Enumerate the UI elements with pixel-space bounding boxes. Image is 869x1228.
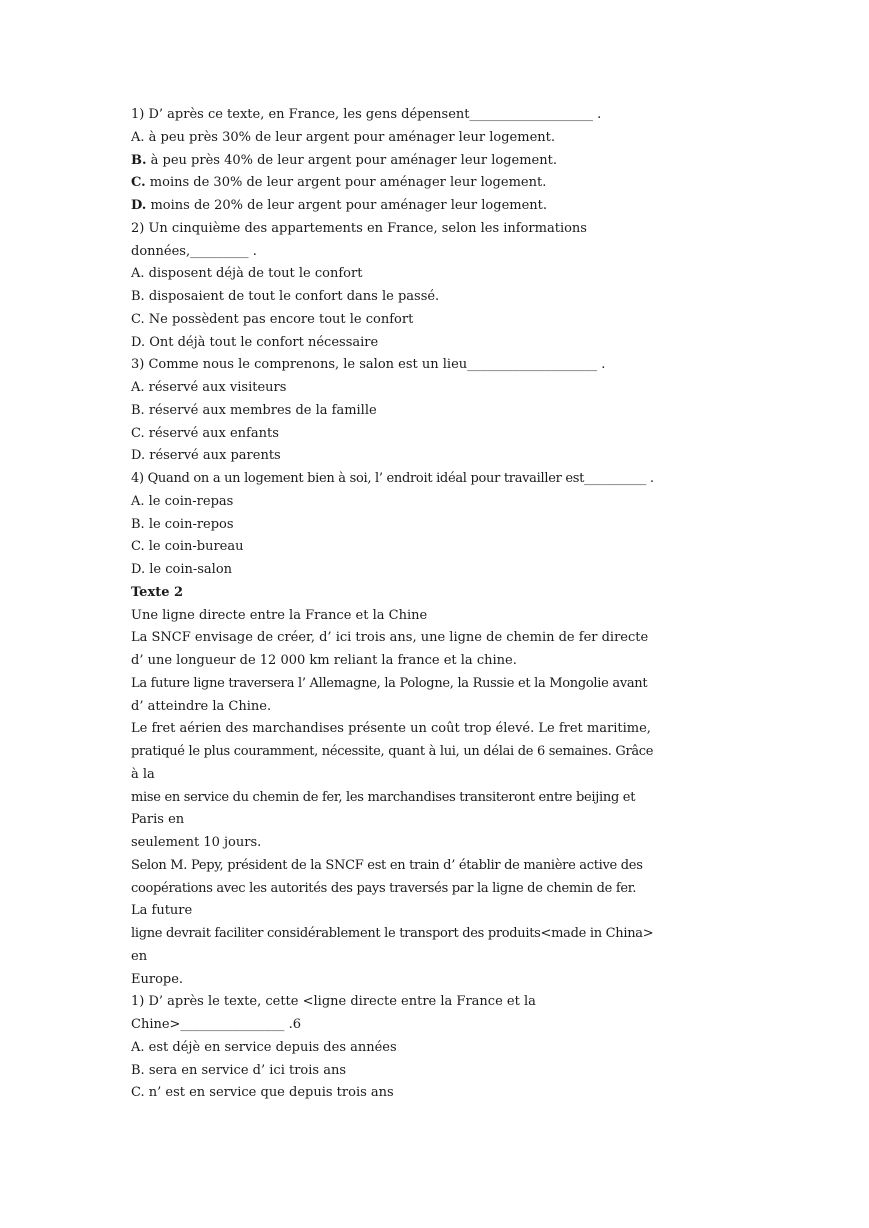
article-line: d’ atteindre la Chine. [131, 698, 272, 714]
article-line: La future ligne traversera l’ Allemagne, la Pologne, la Russie et la Mongolie avant [131, 675, 648, 691]
article-line: en [131, 948, 148, 964]
option-letter: D. [131, 198, 147, 213]
question-1-prompt: 1) D’ après ce texte, en France, les gens dépensent___________________ . [131, 107, 602, 122]
option-text: à peu près 40% de leur argent pour aménager leur logement. [146, 152, 557, 168]
question-2-prompt: 2) Un cinquième des appartements en France, selon les informations [131, 220, 587, 236]
question-1-option-b [131, 150, 741, 173]
question-1-option-c [131, 172, 741, 195]
question-3-prompt: 3) Comme nous le comprenons, le salon est un lieu____________________ . [131, 357, 606, 373]
article-line: seulement 10 jours. [131, 835, 262, 850]
question-1-option-d [131, 195, 741, 218]
article-line: La SNCF envisage de créer, d’ ici trois ans, une ligne de chemin de fer directe [131, 630, 649, 646]
question-5-option-b: B. sera en service d’ ici trois ans [131, 1062, 347, 1078]
article-line: Paris en [131, 812, 185, 828]
document-body [131, 104, 741, 1105]
article-line: coopérations avec les autorités des pays traversés par la ligne de chemin de fer. [131, 880, 637, 896]
question-2-option-c: C. Ne possèdent pas encore tout le confort [131, 311, 414, 327]
section-heading: Texte 2 [131, 584, 184, 600]
question-5-prompt-continued: Chine>________________ .6 [131, 1017, 301, 1032]
article-line: Le fret aérien des marchandises présente un coût trop élevé. Le fret maritime, [131, 721, 651, 737]
question-2-prompt-continued: données,_________ . [131, 243, 257, 259]
article-line: ligne devrait faciliter considérablement le transport des produits<made in China> [131, 926, 654, 941]
question-5-option-c: C. n’ est en service que depuis trois ans [131, 1085, 394, 1101]
question-5-prompt: 1) D’ après le texte, cette <ligne directe entre la France et la [131, 994, 536, 1010]
article-line: Selon M. Pepy, président de la SNCF est en train d’ établir de manière active des [131, 857, 643, 873]
question-2-option-d: D. Ont déjà tout le confort nécessaire [131, 334, 379, 350]
article-title: Une ligne directe entre la France et la Chine [131, 607, 428, 623]
article-line: mise en service du chemin de fer, les marchandises transiteront entre beijing et [131, 789, 636, 805]
option-letter: B. [131, 152, 147, 168]
question-3-option-b: B. réservé aux membres de la famille [131, 402, 377, 418]
question-4-prompt: 4) Quand on a un logement bien à soi, l’ endroit idéal pour travailler est__________ . [131, 471, 654, 486]
question-4-option-a: A. le coin-repas [131, 493, 234, 509]
question-4-option-b: B. le coin-repos [131, 516, 234, 532]
article-line: d’ une longueur de 12 000 km reliant la france et la chine. [131, 653, 517, 668]
article-line: pratiqué le plus couramment, nécessite, quant à lui, un délai de 6 semaines. Grâce [131, 744, 654, 759]
question-4-option-d: D. le coin-salon [131, 562, 233, 577]
option-text: moins de 30% de leur argent pour aménager leur logement. [145, 175, 547, 191]
question-3-option-a: A. réservé aux visiteurs [131, 380, 287, 395]
article-line: à la [131, 766, 155, 782]
option-letter: C. [131, 175, 146, 191]
question-2-option-b: B. disposaient de tout le confort dans le passé. [131, 289, 440, 304]
question-4-option-c: C. le coin-bureau [131, 539, 244, 555]
option-text: moins de 20% de leur argent pour aménager leur logement. [146, 198, 548, 213]
article-line: Europe. [131, 971, 184, 987]
question-3-option-c: C. réservé aux enfants [131, 425, 279, 441]
question-3-option-d: D. réservé aux parents [131, 448, 281, 464]
question-1-option-a: A. à peu près 30% de leur argent pour aménager leur logement. [131, 129, 555, 145]
question-2-option-a: A. disposent déjà de tout le confort [131, 266, 363, 282]
article-line: La future [131, 903, 193, 919]
question-5-option-a: A. est déjè en service depuis des années [131, 1039, 397, 1055]
